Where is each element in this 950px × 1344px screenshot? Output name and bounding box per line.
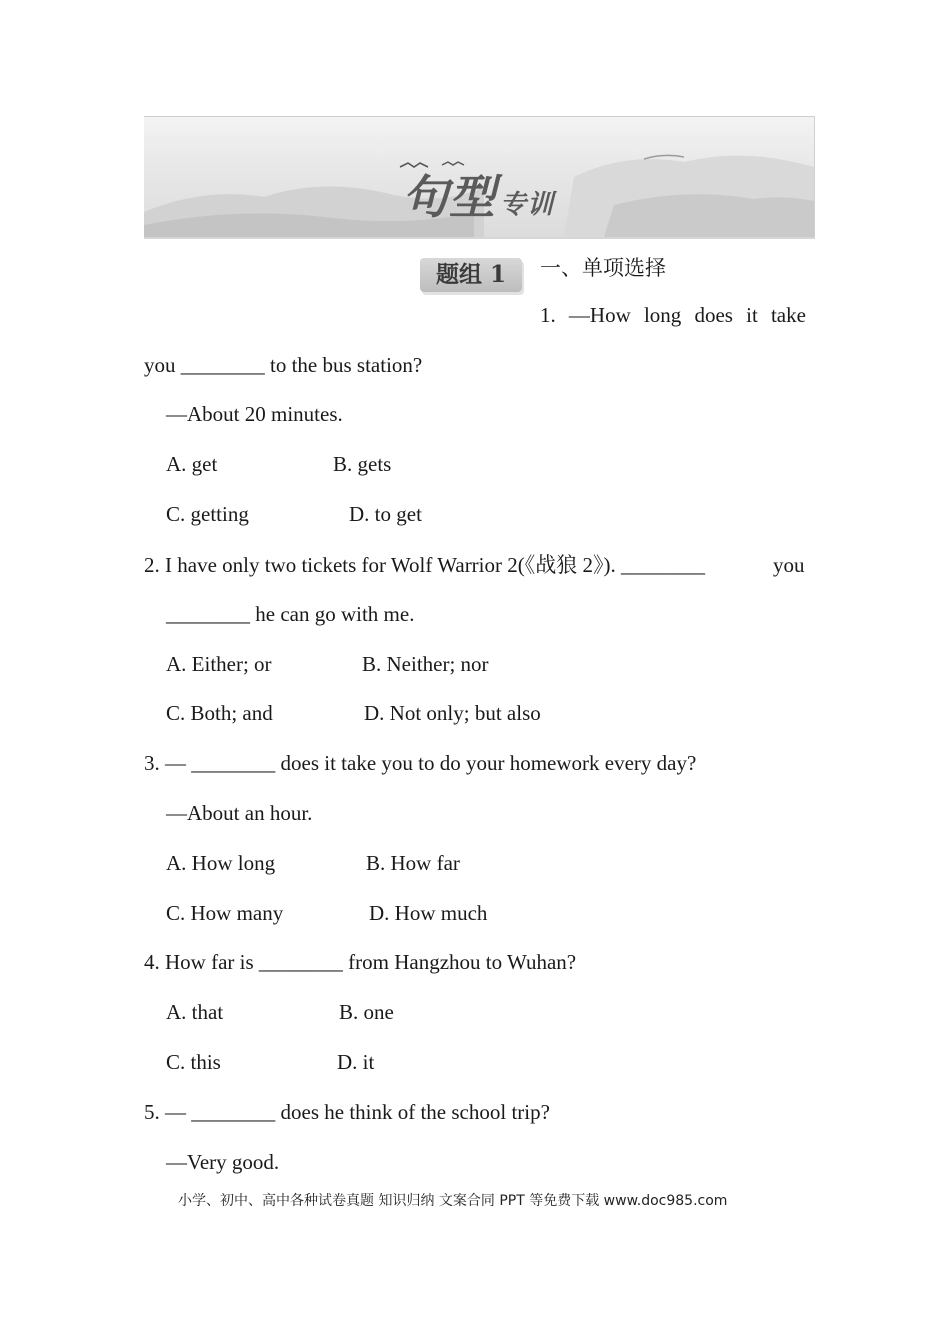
question-2-option-a: A. Either; or [166,652,272,676]
q1-word: 1. [540,303,556,327]
q1-word: take [770,303,806,327]
group-badge: 题组 1 [420,258,522,292]
question-3-answer: —About an hour. [166,801,313,825]
q1-word: it [746,303,758,327]
question-2-line-1: 2. I have only two tickets for Wolf Warrior 2(《战狼 2》). ________ [144,553,705,577]
question-1-line-2: you ________ to the bus station? [144,353,423,377]
question-3-option-d: D. How much [369,901,488,925]
banner-title [402,161,554,227]
banner-title-small: 专训 [500,190,555,220]
question-3-option-a: A. How long [166,851,276,875]
question-4-line-1: 4. How far is ________ from Hangzhou to Wuhan? [144,950,577,974]
question-4-option-d: D. it [337,1050,375,1074]
footer-note: 小学、初中、高中各种试卷真题 知识归纳 文案合同 PPT 等免费下载 www.doc985.com [178,1193,728,1209]
question-4-option-c: C. this [166,1050,221,1074]
question-3-option-c: C. How many [166,901,284,925]
question-1-option-d: D. to get [349,502,422,526]
question-1-option-c: C. getting [166,502,249,526]
header-banner [144,116,815,239]
question-1-option-b: B. gets [333,452,392,476]
question-5-answer: —Very good. [166,1150,280,1174]
question-2-option-b: B. Neither; nor [362,652,489,676]
q1-word: does [694,303,733,327]
q1-word: —How [568,303,631,327]
question-3-line-1: 3. — ________ does it take you to do your homework every day? [144,751,697,775]
question-3-option-b: B. How far [366,851,460,875]
question-2-option-d: D. Not only; but also [364,701,541,725]
question-4-option-b: B. one [339,1000,394,1024]
question-2-line-1-end: you [773,553,805,577]
question-1-line-1 [540,302,806,328]
question-2-option-c: C. Both; and [166,701,273,725]
banner-title-big: 句型 [402,170,496,224]
q1-word: long [643,303,682,327]
section-heading: 一、单项选择 [540,256,666,280]
question-1-option-a: A. get [166,452,218,476]
question-1-answer: —About 20 minutes. [166,402,343,426]
question-4-option-a: A. that [166,1000,224,1024]
question-2-line-2: ________ he can go with me. [166,602,415,626]
question-5-line-1: 5. — ________ does he think of the school trip? [144,1100,550,1124]
